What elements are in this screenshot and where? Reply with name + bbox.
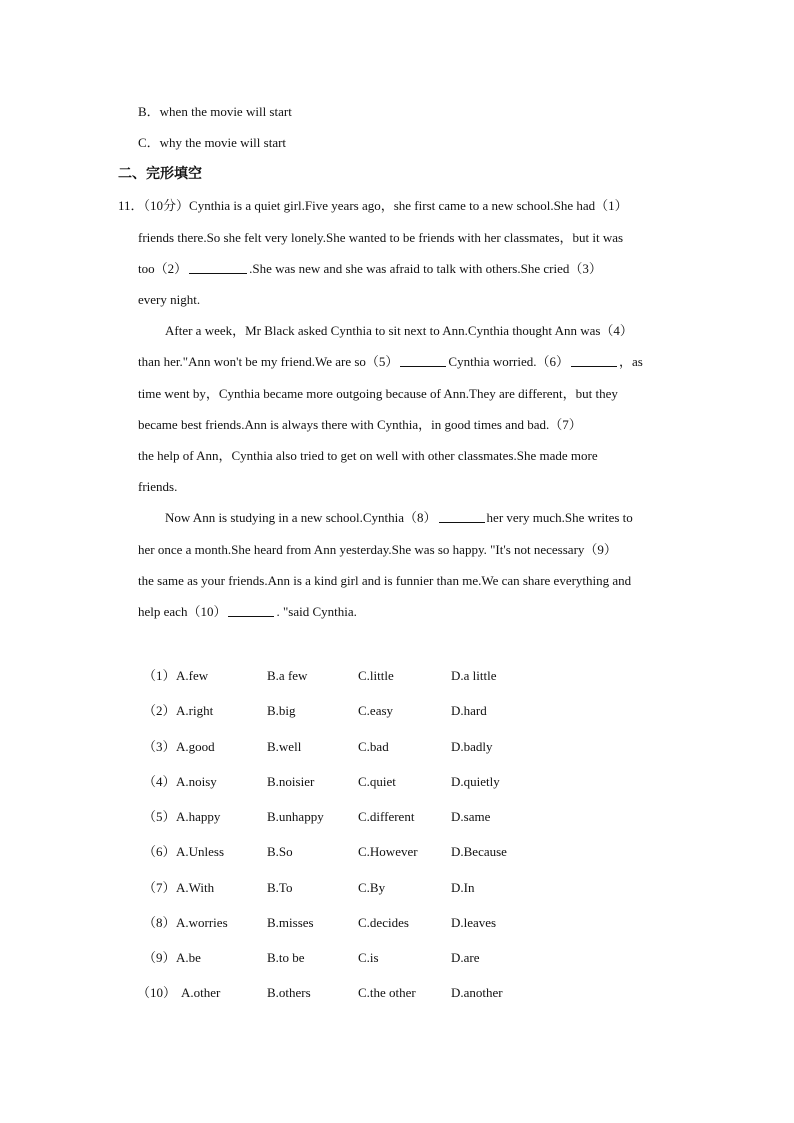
option-d[interactable]: D.leaves	[451, 915, 497, 930]
passage-line-12	[138, 542, 674, 558]
option-c[interactable]: C.decides	[358, 915, 409, 930]
passage-text: became best friends.Ann is always there with Cynthia，in good times and bad.（7）	[138, 417, 582, 432]
option-b[interactable]: B.big	[267, 703, 296, 718]
option-a[interactable]: A.With	[176, 880, 215, 895]
option-a[interactable]: A.be	[176, 950, 201, 965]
passage-line-13	[138, 573, 674, 589]
passage-text: Cynthia worried.（6）	[448, 354, 569, 369]
option-d[interactable]: D.are	[451, 950, 480, 965]
option-b[interactable]: B.misses	[267, 915, 314, 930]
passage-line-2	[138, 230, 674, 246]
option-a[interactable]: A.right	[176, 703, 214, 718]
answer-blank-6[interactable]	[571, 354, 617, 367]
option-c[interactable]: C.different	[358, 809, 415, 824]
passage-line-4	[138, 292, 674, 308]
question-number: （2）	[143, 703, 176, 718]
option-b[interactable]: B.So	[267, 844, 293, 859]
question-number: （7）	[143, 880, 176, 895]
question-number: （8）	[143, 915, 176, 930]
option-b[interactable]: B.well	[267, 739, 302, 754]
option-d[interactable]: D.Because	[451, 844, 507, 859]
option-d[interactable]: D.a little	[451, 668, 497, 683]
answer-blank-10[interactable]	[228, 604, 274, 617]
option-a[interactable]: A.noisy	[176, 774, 217, 789]
option-a[interactable]: A.few	[176, 668, 209, 683]
passage-text: Now Ann is studying in a new school.Cynthia（8）	[165, 510, 437, 525]
option-b[interactable]: B.a few	[267, 668, 308, 683]
passage-text: After a week，Mr Black asked Cynthia to sit next to Ann.Cynthia thought Ann was（4）	[165, 323, 633, 338]
prev-option-c: C．why the movie will start	[138, 135, 287, 150]
passage-line-3	[138, 261, 674, 277]
answer-blank-2[interactable]	[189, 261, 247, 274]
passage-text: . "said Cynthia.	[276, 604, 357, 619]
option-c[interactable]: C.quiet	[358, 774, 396, 789]
question-row	[0, 774, 794, 790]
option-d[interactable]: D.In	[451, 880, 475, 895]
option-c[interactable]: C.is	[358, 950, 379, 965]
option-a[interactable]: A.other	[181, 985, 221, 1000]
passage-line-14	[138, 604, 674, 620]
passage-text: than her."Ann won't be my friend.We are so（5）	[138, 354, 399, 369]
question-row	[0, 739, 794, 755]
option-a[interactable]: A.good	[176, 739, 215, 754]
passage-line-5	[165, 323, 674, 339]
passage-text: time went by，Cynthia became more outgoing because of Ann.They are different，but they	[138, 386, 618, 401]
option-d[interactable]: D.same	[451, 809, 491, 824]
passage-line-6	[138, 354, 674, 370]
passage-text: too（2）	[138, 261, 188, 276]
question-number: （5）	[143, 809, 176, 824]
question-row	[0, 809, 794, 825]
passage-line-11	[165, 510, 674, 526]
question-number: （6）	[143, 844, 176, 859]
option-c[interactable]: C.However	[358, 844, 418, 859]
option-a[interactable]: A.happy	[176, 809, 221, 824]
prev-option-b: B．when the movie will start	[138, 104, 292, 119]
passage-line-9	[138, 448, 674, 464]
option-c[interactable]: C.By	[358, 880, 386, 895]
option-c[interactable]: C.the other	[358, 985, 416, 1000]
question-row	[0, 668, 794, 684]
passage-text: ，as	[619, 354, 643, 369]
question-number: （9）	[143, 950, 176, 965]
question-number: （10）	[137, 985, 177, 1000]
passage-line-7	[138, 386, 674, 402]
question-row	[0, 880, 794, 896]
answer-blank-8[interactable]	[439, 510, 485, 523]
passage-text: the help of Ann，Cynthia also tried to get on well with other classmates.She made more	[138, 448, 598, 463]
option-d[interactable]: D.hard	[451, 703, 487, 718]
passage-line-10	[138, 479, 674, 495]
passage-text: her once a month.She heard from Ann yesterday.She was so happy. "It's not necessary（9）	[138, 542, 617, 557]
section-title: 二、完形填空	[118, 166, 202, 182]
option-d[interactable]: D.badly	[451, 739, 493, 754]
question-number: （1）	[143, 668, 176, 683]
option-c[interactable]: C.bad	[358, 739, 389, 754]
passage-line-8	[138, 417, 674, 433]
passage-text: .She was new and she was afraid to talk with others.She cried（3）	[249, 261, 602, 276]
question-row	[0, 985, 794, 1001]
passage-text: friends there.So she felt very lonely.She wanted to be friends with her classmates，but it was	[138, 230, 624, 245]
question-row	[0, 703, 794, 719]
option-b[interactable]: B.to be	[267, 950, 305, 965]
question-row	[0, 844, 794, 860]
passage-line-1	[118, 198, 674, 214]
passage-text: her very much.She writes to	[486, 510, 633, 525]
option-c[interactable]: C.little	[358, 668, 394, 683]
option-b[interactable]: B.others	[267, 985, 311, 1000]
option-b[interactable]: B.noisier	[267, 774, 315, 789]
question-row	[0, 915, 794, 931]
passage-text: help each（10）	[138, 604, 227, 619]
option-b[interactable]: B.To	[267, 880, 293, 895]
option-d[interactable]: D.another	[451, 985, 503, 1000]
option-a[interactable]: A.worries	[176, 915, 228, 930]
option-b[interactable]: B.unhappy	[267, 809, 324, 824]
passage-text: friends.	[138, 479, 178, 494]
option-c[interactable]: C.easy	[358, 703, 394, 718]
question-number: （4）	[143, 774, 176, 789]
passage-text: every night.	[138, 292, 201, 307]
passage-text: the same as your friends.Ann is a kind girl and is funnier than me.We can share everything and	[138, 573, 632, 588]
question-number: （3）	[143, 739, 176, 754]
answer-blank-5[interactable]	[400, 354, 446, 367]
question-row	[0, 950, 794, 966]
passage-text: 11．（10分）Cynthia is a quiet girl.Five years ago，she first came to a new school.She had（1）	[118, 198, 628, 213]
option-d[interactable]: D.quietly	[451, 774, 500, 789]
option-a[interactable]: A.Unless	[176, 844, 225, 859]
